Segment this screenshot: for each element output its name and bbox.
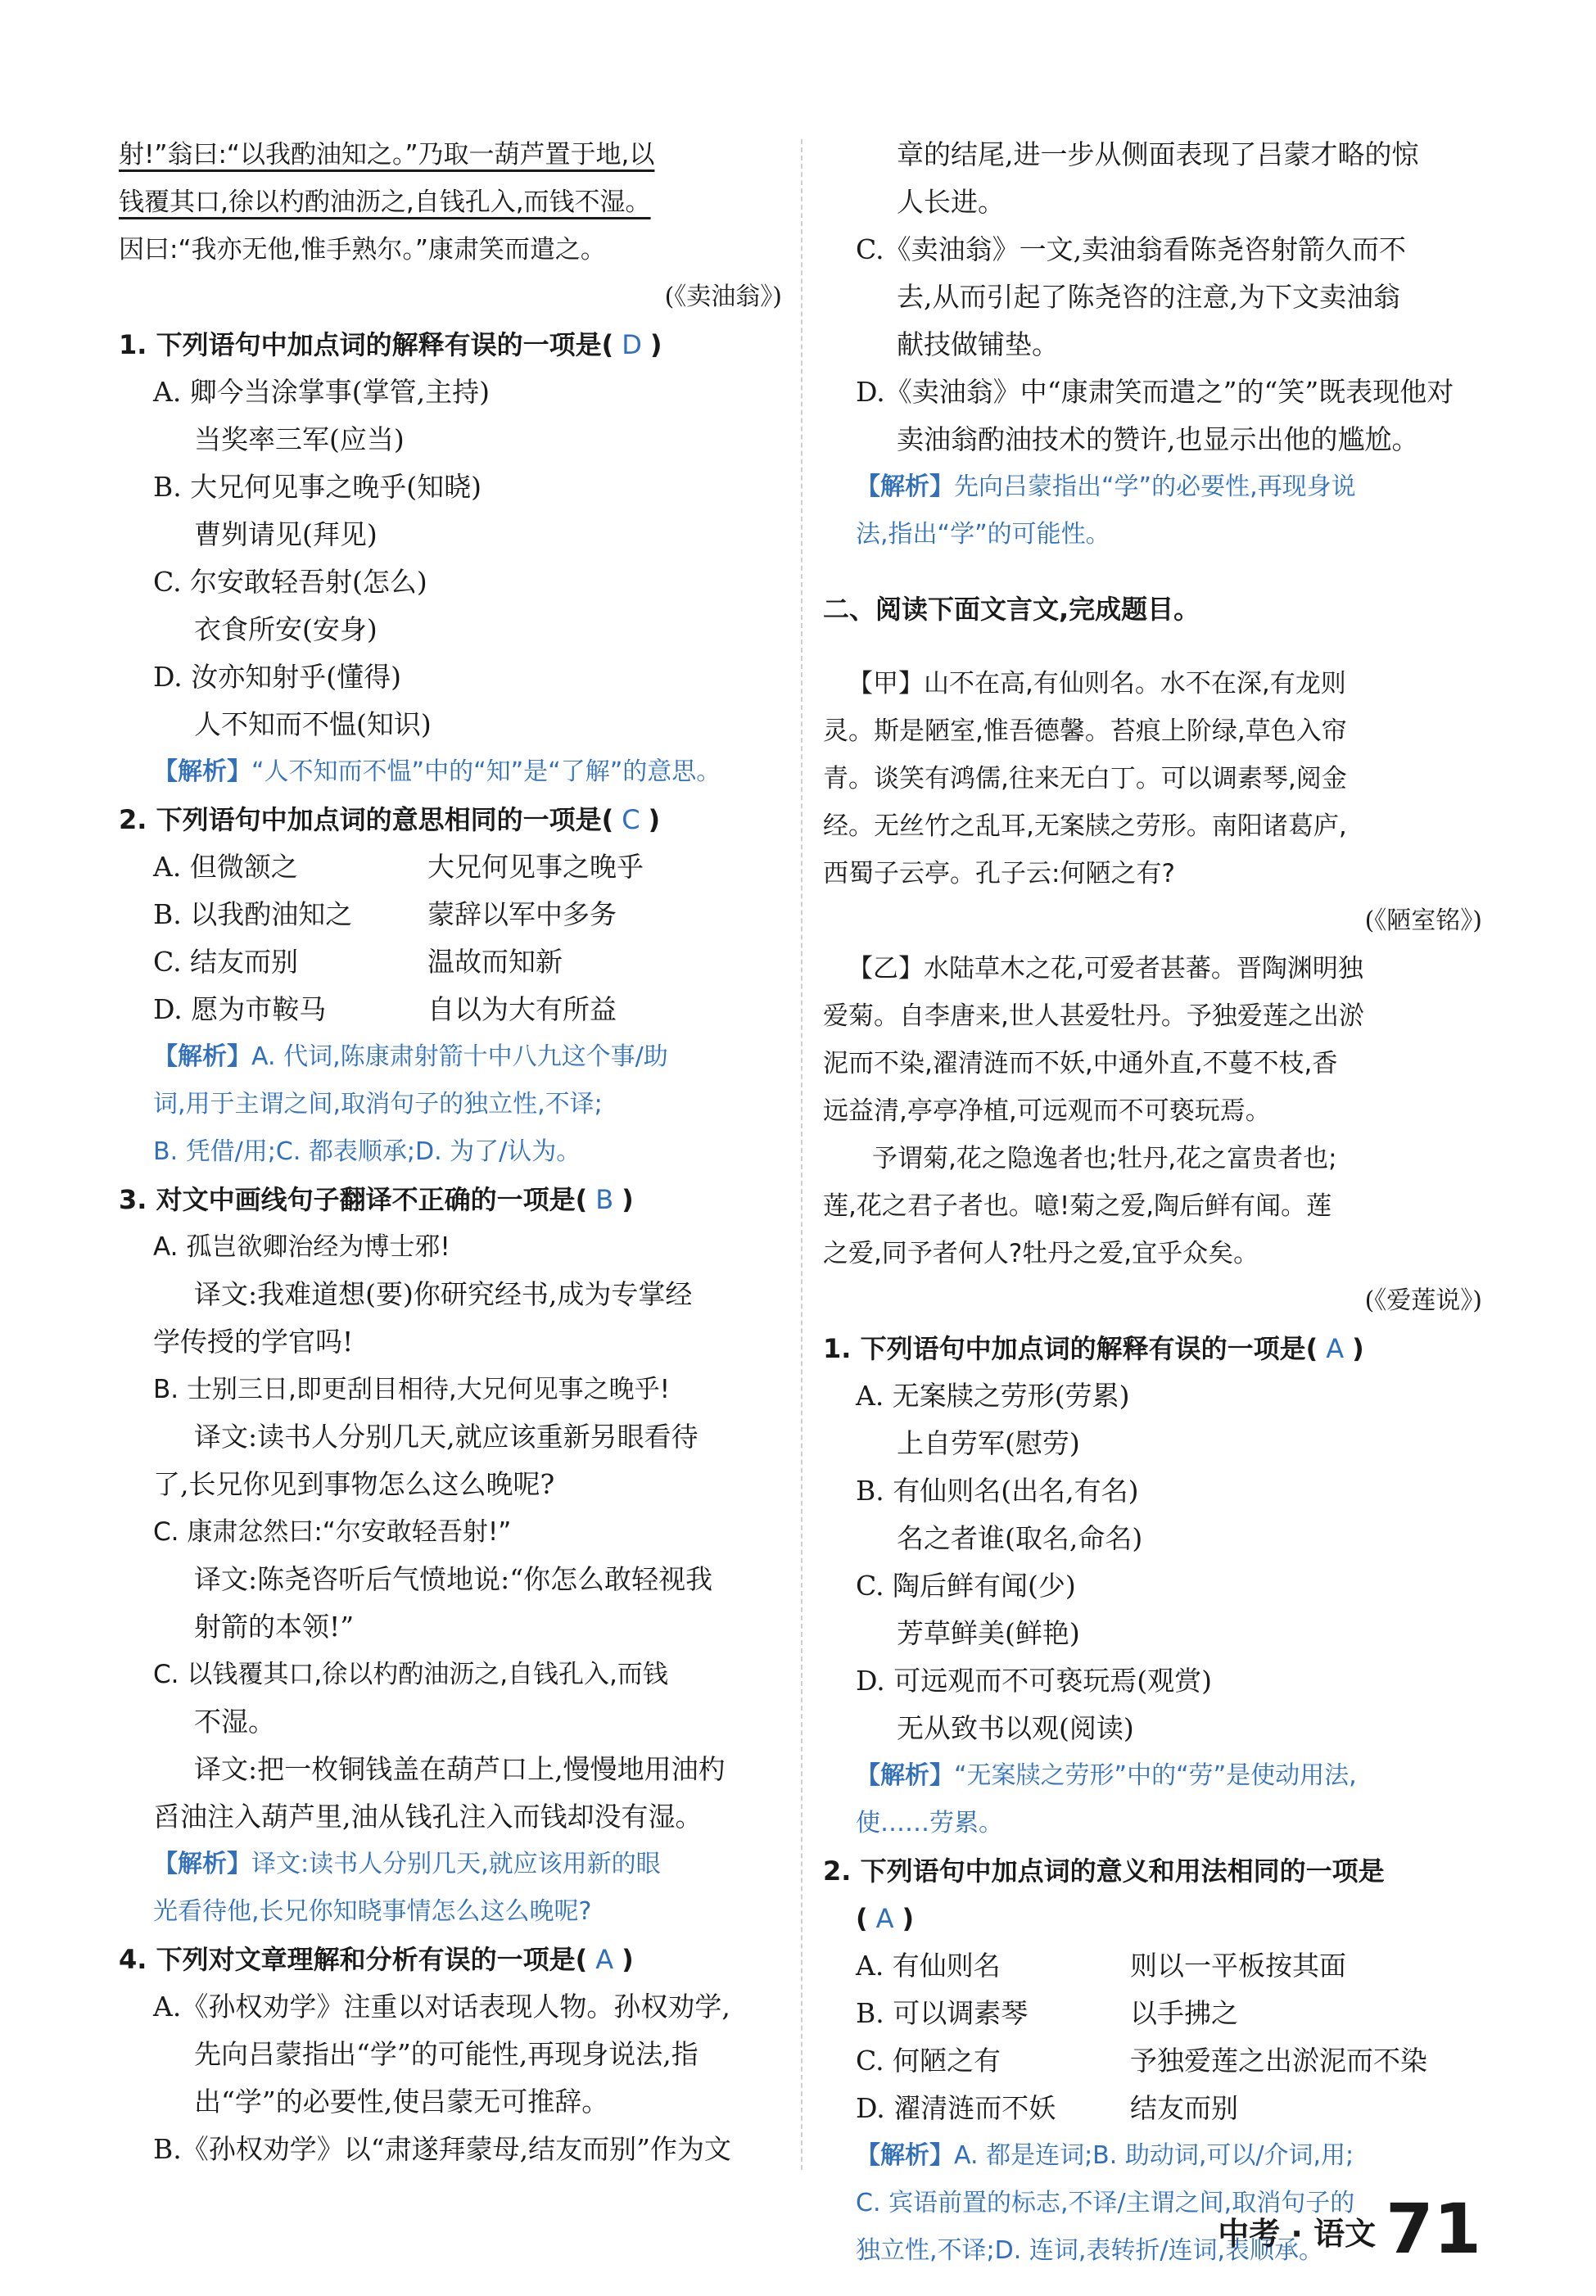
passage-source: (《陋室铭》) [1364, 906, 1482, 935]
option-line: C. 陶后鲜有闻(少) [856, 1570, 1076, 1602]
option: 衣食所安(安身) [194, 613, 378, 645]
option-line: A.《孙权劝学》注重以对话表现人物。孙权劝学, [153, 1991, 730, 2023]
analysis: 【解析】A. 都是连词;B. 助动词,可以/介词,用; [856, 2141, 1354, 2170]
analysis-line: 词,用于主谓之间,取消句子的独立性,不译; [153, 1090, 603, 1119]
question-stem: 4. 下列对文章理解和分析有误的一项是( A ) [119, 1944, 634, 1975]
option-line: 了,长兄你见到事物怎么这么晚呢? [153, 1468, 555, 1500]
analysis-line: B. 凭借/用;C. 都表顺承;D. 为了/认为。 [153, 1137, 581, 1166]
analysis: 【解析】译文:读书人分别几天,就应该用新的眼 [153, 1850, 661, 1878]
passage-line: 射!”翁曰:“以我酌油知之。”乃取一葫芦置于地,以 [119, 140, 655, 169]
option-line: 译文:陈尧咨听后气愤地说:“你怎么敢轻视我 [194, 1563, 713, 1595]
analysis: 【解析】“无案牍之劳形”中的“劳”是使动用法, [856, 1761, 1357, 1790]
option-pair: B. 可以调素琴 以手拂之 [856, 1997, 1238, 2029]
question-2 [119, 796, 782, 1176]
passage-line: 爱菊。自李唐来,世人甚爱牡丹。予独爱莲之出淤 [823, 1001, 1364, 1031]
page-number: 71 [1386, 2189, 1481, 2269]
option-line: 译文:读书人分别几天,就应该重新另眼看待 [194, 1421, 699, 1453]
right-column [823, 131, 1482, 2275]
passage-line: 莲,花之君子者也。噫!菊之爱,陶后鲜有闻。莲 [823, 1191, 1332, 1221]
answer: C [622, 804, 640, 835]
page-footer [1218, 2189, 1481, 2269]
option-pair: B. 以我酌油知之 蒙辞以军中多务 [153, 898, 617, 930]
option-line: B.《孙权劝学》以“肃遂拜蒙母,结友而别”作为文 [153, 2133, 731, 2165]
option: 人不知而不愠(知识) [194, 708, 432, 740]
answer: A [1326, 1333, 1345, 1364]
passage-line: 经。无丝竹之乱耳,无案牍之劳形。南阳诸葛庐, [823, 811, 1347, 841]
option-line: 先向吕蒙指出“学”的可能性,再现身说法,指 [194, 2038, 699, 2070]
option-line: 不湿。 [194, 1706, 275, 1738]
option-line: 人长进。 [897, 186, 1005, 218]
answer-line: ( A ) [856, 1903, 915, 1934]
option-line: 射箭的本领!” [194, 1611, 355, 1643]
option-pair: C. 何陋之有 予独爱莲之出淤泥而不染 [856, 2045, 1427, 2077]
option-line: 卖油翁酌油技术的赞许,也显示出他的尴尬。 [897, 423, 1419, 455]
option-line: 去,从而引起了陈尧咨的注意,为下文卖油翁 [897, 281, 1400, 313]
option-line: 名之者谁(取名,命名) [897, 1522, 1143, 1554]
option: D. 汝亦知射乎(懂得) [153, 661, 402, 693]
option-line: 无从致书以观(阅读) [897, 1712, 1134, 1744]
passage-line: 泥而不染,濯清涟而不妖,中通外直,不蔓不枝,香 [823, 1049, 1338, 1078]
option-line: B. 士别三日,即更刮目相待,大兄何见事之晚乎! [153, 1375, 671, 1404]
passage-source: (《爱莲说》) [1364, 1286, 1482, 1315]
passage-yi [823, 945, 1482, 1325]
question-stem: 1. 下列语句中加点词的解释有误的一项是( A ) [823, 1333, 1364, 1364]
passage-source: (《卖油翁》) [664, 282, 782, 311]
passage-jia [823, 660, 1482, 945]
question-4 [119, 1936, 782, 2173]
passage-line: 青。谈笑有鸿儒,往来无白丁。可以调素琴,阅金 [823, 764, 1347, 793]
analysis: 【解析】先向吕蒙指出“学”的必要性,再现身说 [856, 472, 1356, 501]
option-line: A. 孤岂欲卿治经为博士邪! [153, 1232, 450, 1262]
answer: A [595, 1944, 614, 1975]
passage-line: 远益清,亭亭净植,可远观而不可亵玩焉。 [823, 1096, 1271, 1126]
analysis: 【解析】“人不知而不愠”中的“知”是“了解”的意思。 [153, 757, 721, 786]
option-line: 舀油注入葫芦里,油从钱孔注入而钱却没有湿。 [153, 1801, 703, 1833]
question-r1-options [823, 1372, 1482, 1752]
option-pair: A. 但微颔之 大兄何见事之晚乎 [153, 851, 644, 883]
option-line: 芳草鲜美(鲜艳) [897, 1617, 1080, 1649]
option-pair: D. 愿为市鞍马 自以为大有所益 [153, 993, 617, 1025]
option: C. 尔安敢轻吾射(怎么) [153, 566, 427, 598]
option: 曹刿请见(拜见) [194, 518, 378, 550]
question-stem: 2. 下列语句中加点词的意义和用法相同的一项是 [823, 1855, 1385, 1887]
analysis-line: 独立性,不译;D. 连词,表转折/连词,表顺承。 [856, 2236, 1323, 2265]
option-line: C. 康肃忿然曰:“尔安敢轻吾射!” [153, 1517, 512, 1547]
passage-line: 【甲】山不在高,有仙则名。水不在深,有龙则 [848, 669, 1346, 698]
option-line: C.《卖油翁》一文,卖油翁看陈尧咨射箭久而不 [856, 233, 1407, 265]
option-line: 献技做铺垫。 [897, 328, 1059, 360]
analysis: 【解析】A. 代词,陈康肃射箭十中八九这个事/助 [153, 1042, 668, 1071]
answer: D [622, 329, 642, 360]
option-line: D.《卖油翁》中“康肃笑而遣之”的“笑”既表现他对 [856, 376, 1454, 408]
question-stem: 1. 下列语句中加点词的解释有误的一项是( D ) [119, 329, 662, 360]
option: 当奖率三军(应当) [194, 423, 405, 455]
column-divider [801, 139, 803, 2170]
left-column [119, 131, 782, 2173]
question-stem: 3. 对文中画线句子翻译不正确的一项是( B ) [119, 1184, 634, 1215]
question-stem: 2. 下列语句中加点词的意思相同的一项是( C ) [119, 804, 661, 835]
passage-line: 因曰:“我亦无他,惟手熟尔。”康肃笑而遣之。 [119, 235, 606, 264]
question-3-options [119, 1223, 782, 1841]
answer: A [875, 1903, 894, 1934]
option-line: D. 可远观而不可亵玩焉(观赏) [856, 1665, 1213, 1697]
section-heading: 二、阅读下面文言文,完成题目。 [823, 594, 1200, 625]
passage-line: 钱覆其口,徐以杓酌油沥之,自钱孔入,而钱不湿。 [119, 188, 651, 217]
option-line: C. 以钱覆其口,徐以杓酌油沥之,自钱孔入,而钱 [153, 1660, 668, 1689]
option-line: 出“学”的必要性,使吕蒙无可推辞。 [194, 2086, 609, 2117]
option-line: A. 无案牍之劳形(劳累) [856, 1380, 1130, 1412]
option-line: 章的结尾,进一步从侧面表现了吕蒙才略的惊 [897, 138, 1419, 170]
option-line: B. 有仙则名(出名,有名) [856, 1475, 1139, 1507]
analysis-line: 光看待他,长兄你知晓事情怎么这么晚呢? [153, 1897, 592, 1926]
analysis-line: 法,指出“学”的可能性。 [856, 520, 1110, 549]
option-pair: A. 有仙则名 则以一平板按其面 [856, 1950, 1346, 1982]
option: B. 大兄何见事之晚乎(知晓) [153, 471, 482, 503]
passage-line: 灵。斯是陋室,惟吾德馨。苔痕上阶绿,草色入帘 [823, 716, 1347, 746]
question-4-continued [823, 131, 1482, 463]
option: A. 卿今当涂掌事(掌管,主持) [153, 376, 491, 408]
option-line: 译文:把一枚铜钱盖在葫芦口上,慢慢地用油杓 [194, 1753, 726, 1785]
analysis-line: C. 宾语前置的标志,不译/主谓之间,取消句子的 [856, 2189, 1355, 2217]
passage-line: 予谓菊,花之隐逸者也;牡丹,花之富贵者也; [872, 1144, 1337, 1173]
passage-line: 西蜀子云亭。孔子云:何陋之有? [823, 859, 1175, 888]
option-line: 译文:我难道想(要)你研究经书,成为专掌经 [194, 1278, 693, 1310]
option-pair: D. 濯清涟而不妖 结友而别 [856, 2092, 1238, 2124]
book-label: 中考 · 语文 [1218, 2216, 1377, 2252]
answer: B [595, 1184, 614, 1215]
option-line: 上自劳军(慰劳) [897, 1427, 1080, 1459]
question-1 [119, 321, 782, 796]
passage-line: 【乙】水陆草木之花,可爱者甚蕃。晋陶渊明独 [848, 954, 1363, 983]
question-4-options [119, 1983, 782, 2173]
passage-line: 之爱,同予者何人?牡丹之爱,宜乎众矣。 [823, 1239, 1259, 1268]
option-line: 学传授的学官吗! [153, 1326, 354, 1358]
analysis-line: 使……劳累。 [856, 1809, 1003, 1837]
question-3 [119, 1176, 782, 1936]
option-pair: C. 结友而别 温故而知新 [153, 946, 563, 978]
question-r1 [823, 1325, 1482, 1847]
